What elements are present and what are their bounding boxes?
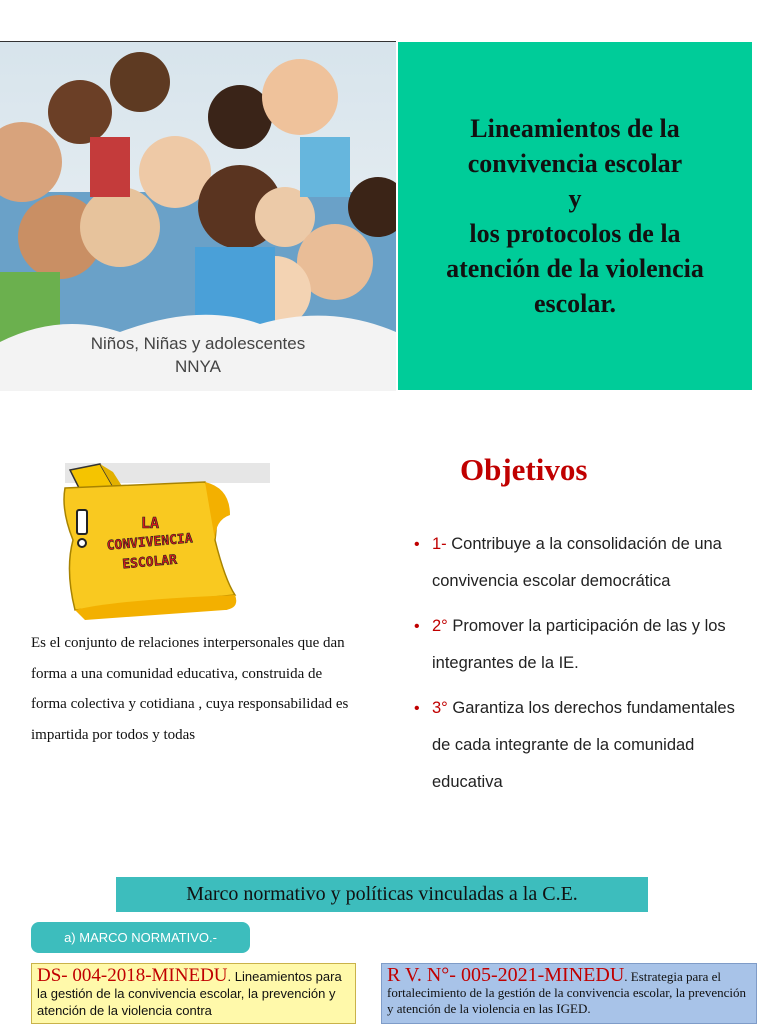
exclamation-icon xyxy=(77,510,87,547)
objetivos-list xyxy=(414,526,754,809)
page-title xyxy=(446,111,704,321)
photo-caption xyxy=(0,332,396,378)
ds-text: . Lineamientos para la gestión de la convivencia escolar, la prevención y atención de la violencia contra xyxy=(37,969,342,1018)
objetivos-heading: Objetivos xyxy=(460,452,588,487)
bullet-icon: • xyxy=(414,700,420,717)
photo-caption-line1: Niños, Niñas y adolescentes xyxy=(90,334,306,353)
objetivo-number: 1- xyxy=(432,535,447,553)
title-line2: convivencia escolar xyxy=(467,149,683,178)
objetivo-item xyxy=(414,526,754,600)
bullet-icon: • xyxy=(414,618,420,635)
ds-note xyxy=(31,963,356,1024)
ds-code: DS- 004-2018-MINEDU xyxy=(37,965,228,986)
marco-banner: Marco normativo y políticas vinculadas a la C.E. xyxy=(116,877,648,912)
convivencia-sticker xyxy=(55,460,270,620)
sticker-line2: CONVIVENCIA xyxy=(106,531,194,554)
objetivo-text: Contribuye a la consolidación de una convivencia escolar democrática xyxy=(432,535,722,590)
objetivo-number: 3° xyxy=(432,699,448,717)
sticker-line1: LA xyxy=(140,514,160,532)
bullet-icon: • xyxy=(414,536,420,553)
objetivo-number: 2° xyxy=(432,617,448,635)
title-line1: Lineamientos de la xyxy=(470,114,680,143)
objetivo-text: Promover la participación de las y los integrantes de la IE. xyxy=(432,617,726,672)
definition-text: Es el conjunto de relaciones interpersonales que dan forma a una comunidad educativa, construida de forma colectiva y cotidiana , cuya responsabilidad es impartida por todos y todas xyxy=(31,635,349,743)
photo-caption-line2: NNYA xyxy=(175,357,221,376)
rv-text: . Estrategia para el fortalecimiento de la gestión de la convivencia escolar, la prevención y atención de la violencia en las IGED. xyxy=(387,969,746,1016)
title-line3: y xyxy=(568,184,582,213)
sticker-line3: ESCOLAR xyxy=(121,552,178,573)
objetivo-item xyxy=(414,690,754,801)
title-box xyxy=(398,42,752,390)
marco-normativo-button[interactable]: a) MARCO NORMATIVO.- xyxy=(31,922,250,953)
title-line6: escolar. xyxy=(533,289,617,318)
rv-code: R V. N°- 005-2021-MINEDU xyxy=(387,964,625,986)
title-line4: los protocolos de la xyxy=(469,219,681,248)
children-photo xyxy=(0,41,396,391)
title-line5: atención de la violencia xyxy=(446,254,704,283)
rv-note xyxy=(381,963,757,1024)
children-group xyxy=(0,52,396,352)
objetivo-item xyxy=(414,608,754,682)
objetivo-text: Garantiza los derechos fundamentales de cada integrante de la comunidad educativa xyxy=(432,699,735,791)
